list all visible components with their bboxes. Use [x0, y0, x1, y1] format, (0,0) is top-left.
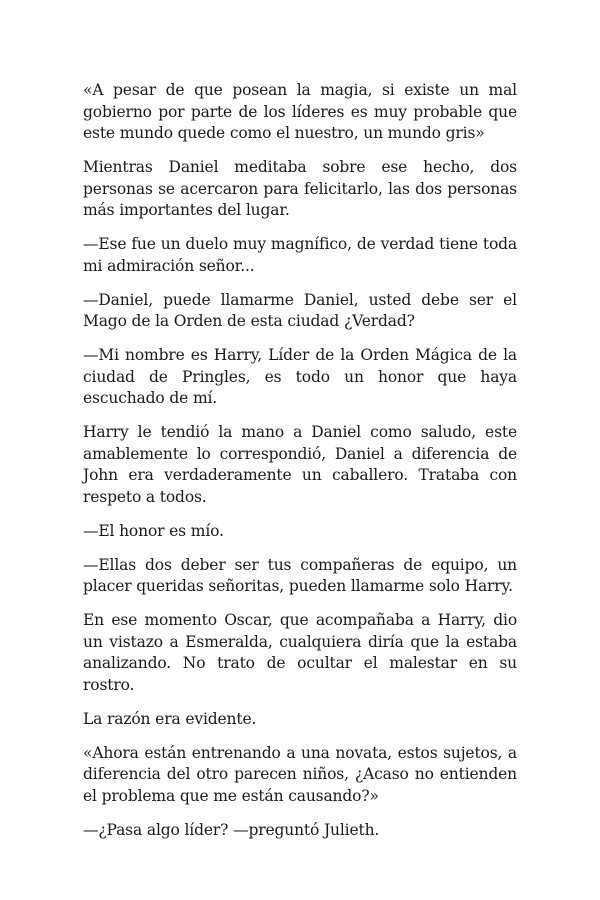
paragraph: —Ese fue un duelo muy magnífico, de verdad tiene toda mi admiración señor...	[83, 235, 517, 275]
paragraph: «A pesar de que posean la magia, si existe un mal gobierno por parte de los líderes es muy probable que este mundo quede como el nuestro, un mundo gris»	[83, 81, 517, 142]
paragraph: En ese momento Oscar, que acompañaba a Harry, dio un vistazo a Esmeralda, cualquiera diría que la estaba analizando. No trato de ocultar el malestar en su rostro.	[83, 611, 517, 694]
paragraph: «Ahora están entrenando a una novata, estos sujetos, a diferencia del otro parecen niños, ¿Acaso no entienden el problema que me están causando?»	[83, 743, 517, 805]
paragraph: Mientras Daniel meditaba sobre ese hecho, dos personas se acercaron para felicitarlo, las dos personas más importantes del lugar.	[83, 158, 517, 219]
paragraph: —¿Pasa algo líder? —preguntó Julieth.	[83, 820, 380, 839]
paragraph: La razón era evidente.	[83, 709, 257, 728]
paragraph: —Mi nombre es Harry, Líder de la Orden Mágica de la ciudad de Pringles, es todo un honor que haya escuchado de mí.	[83, 346, 517, 407]
paragraph: Harry le tendió la mano a Daniel como saludo, este amablemente lo correspondió, Daniel a diferencia de John era verdaderamente un caballero. Trataba con respeto a todos.	[83, 423, 517, 506]
paragraph: —Daniel, puede llamarme Daniel, usted debe ser el Mago de la Orden de esta ciudad ¿Verdad?	[83, 290, 517, 330]
paragraph: —Ellas dos deber ser tus compañeras de equipo, un placer queridas señoritas, pueden llamarme solo Harry.	[83, 555, 517, 595]
book-page	[83, 80, 517, 854]
paragraph: —El honor es mío.	[83, 521, 224, 540]
